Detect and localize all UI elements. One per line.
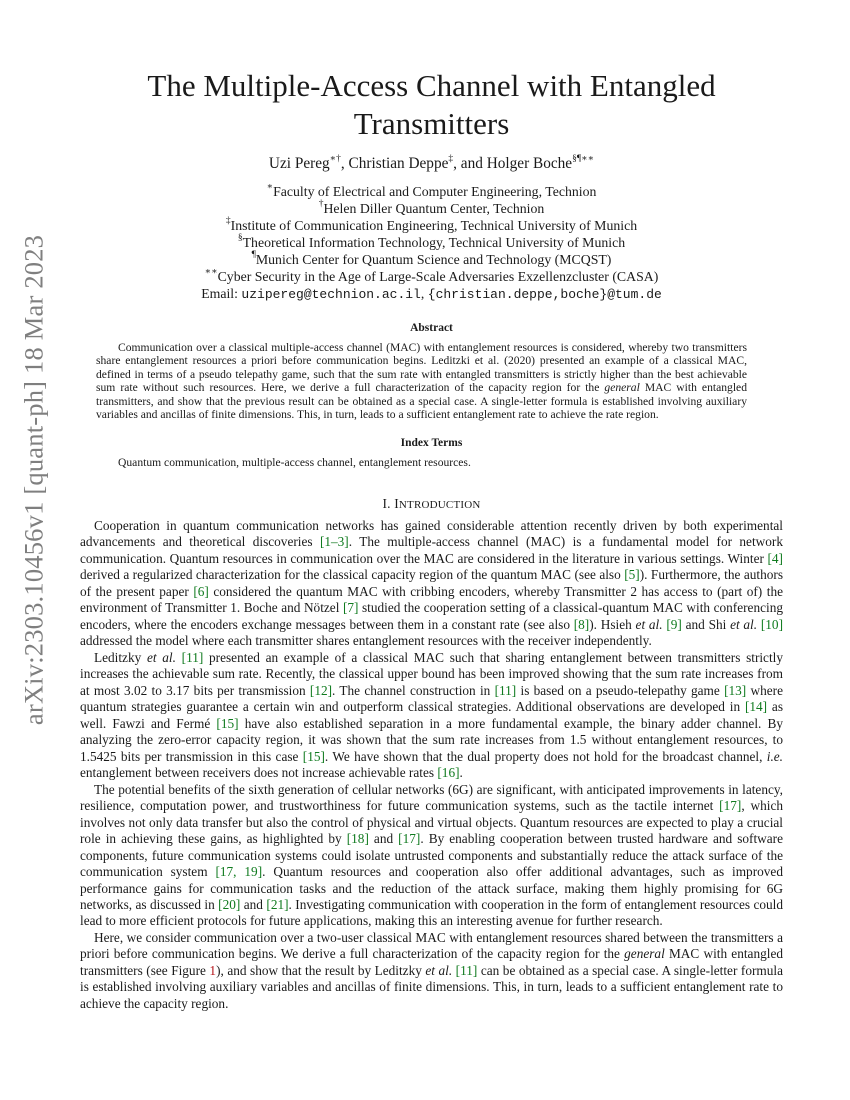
citation-link[interactable]: [10] <box>760 616 784 632</box>
affiliation-line: ‡Institute of Communication Engineering, Technical University of Munich <box>225 216 638 233</box>
index-terms-heading: Index Terms <box>400 437 463 450</box>
affiliation-line: ∗Faculty of Electrical and Computer Engineering, Technion <box>266 182 597 199</box>
citation-link[interactable]: [18] <box>346 831 369 847</box>
citation-link[interactable]: [11] <box>494 682 517 698</box>
citation-link[interactable]: [8] <box>573 616 590 632</box>
citation-link[interactable]: [13] <box>724 682 747 698</box>
author-deppe: Christian Deppe <box>348 155 449 172</box>
section-heading: I. INTRODUCTION <box>382 495 481 511</box>
author-list <box>80 154 783 174</box>
citation-link[interactable]: [20] <box>218 896 241 912</box>
citation-link[interactable]: [5] <box>624 567 640 583</box>
body-text <box>80 518 783 1013</box>
paragraph: The potential benefits of the sixth generation of cellular networks (6G) are significant, with anticipated improvements in latency, resilience, computation power, and trustworthiness for future communication systems, such as the tactile internet [17], which involves not only data transfer but also the control of physical and virtual objects. Quantum resources are expected to play a crucial role in achieving these gains, as highlighted by [18] and [17]. By enabling cooperation between trusted hardware and software components, future communication systems could isolate untrusted components and substantially reduce the attack surface of the communication system [17, 19]. Quantum resources and cooperation also offer additional advantages, such as improved performance gains for communication tasks and the reduction of the attack surface, making them highly promising for 6G networks, as discussed in [20] and [21]. Investigating communication with cooperation in the form of entanglement resources could lead to more efficient protocols for future applications, making this an interesting avenue for further research. <box>80 781 783 929</box>
author-separator: , <box>340 155 349 172</box>
citation-link[interactable]: [15] <box>302 748 325 764</box>
citation-link[interactable]: [4] <box>767 550 783 566</box>
author-separator: , and <box>453 155 487 172</box>
citation-link[interactable]: [6] <box>193 583 209 599</box>
citation-link[interactable]: [1–3] <box>319 534 349 550</box>
affiliation-line: ∗∗Cyber Security in the Age of Large-Scale Adversaries Exzellenzcluster (CASA) <box>204 267 659 284</box>
citation-link[interactable]: [17, 19] <box>215 864 263 880</box>
author-marks: ‡ <box>448 153 454 164</box>
email-line: Email: uzipereg@technion.ac.il, {christian.deppe,boche}@tum.de <box>201 286 662 302</box>
author-pereg: Uzi Pereg <box>268 155 330 172</box>
citation-link[interactable]: [17] <box>719 798 742 814</box>
paper-title: The Multiple-Access Channel with Entangled Transmitters <box>147 68 716 141</box>
paragraph: Cooperation in quantum communication networks has gained considerable attention recently driven by both experimental advancements and theoretical discoveries [1–3]. The multiple-access channel (MAC) is a fundamental model for network communication. Quantum resources in communication over the MAC are considered in the literature in various settings. Winter [4] derived a regularized characterization for the classical capacity region of the quantum MAC (see also [5]). Furthermore, the authors of the present paper [6] considered the quantum MAC with cribbing encoders, whereby Transmitter 2 has access to (part of) the environment of Transmitter 1. Boche and Nötzel [7] studied the cooperation setting of a classical-quantum MAC with conferencing encoders, where the encoders exchange messages between them in a constant rate (see also [8]). Hsieh et al. [9] and Shi et al. [10] addressed the model where each transmitter shares entanglement resources with the receiver independently. <box>80 517 784 649</box>
citation-link[interactable]: [11] <box>455 962 478 978</box>
figure-link[interactable]: 1 <box>209 962 217 978</box>
citation-link[interactable]: [11] <box>181 649 204 665</box>
citation-link[interactable]: [12] <box>309 682 333 698</box>
affiliation-line: §Theoretical Information Technology, Technical University of Munich <box>237 233 626 250</box>
citation-link[interactable]: [21] <box>266 896 289 912</box>
author-marks: §¶∗∗ <box>572 153 595 164</box>
citation-link[interactable]: [14] <box>744 699 768 715</box>
author-marks: ∗† <box>329 153 341 164</box>
citation-link[interactable]: [9] <box>666 616 682 632</box>
citation-link[interactable]: [7] <box>342 600 359 616</box>
citation-link[interactable]: [15] <box>216 715 239 731</box>
abstract-heading: Abstract <box>410 322 453 334</box>
email-address[interactable]: uzipereg@technion.ac.il <box>241 287 421 302</box>
affiliation-list <box>80 183 783 303</box>
email-address[interactable]: {christian.deppe,boche}@tum.de <box>427 287 662 302</box>
arxiv-watermark: arXiv:2303.10456v1 [quant-ph] 18 Mar 2023 <box>18 234 49 726</box>
author-boche: Holger Boche <box>486 155 573 172</box>
citation-link[interactable]: [16] <box>437 765 460 781</box>
affiliation-line: ¶Munich Center for Quantum Science and Technology (MCQST) <box>251 250 612 267</box>
paragraph: Leditzky et al. [11] presented an example of a classical MAC such that sharing entanglement between transmitters strictly increases the achievable sum rate. Recently, the classical upper bound has been improved showing that the sum rate increases from at most 3.02 to 3.17 bits per transmission [12]. The channel construction in [11] is based on a pseudo-telepathy game [13] where quantum strategies guarantee a certain win and outperform classical strategies. Additional observations are developed in [14] as well. Fawzi and Fermé [15] have also established separation in a more fundamental example, the binary adder channel. By analyzing the zero-error capacity region, it was shown that the sum rate increases from 1.5 without entanglement resources, to 1.5425 bits per transmission in this case [15]. We have shown that the dual property does not hold for the broadcast channel, i.e. entanglement between receivers does not increase achievable rates [16]. <box>80 649 784 781</box>
affiliation-line: †Helen Diller Quantum Center, Technion <box>318 199 545 216</box>
paragraph: Here, we consider communication over a two-user classical MAC with entanglement resources shared between the transmitters a priori before communication begins. We derive a full characterization of the capacity region for the general MAC with entangled transmitters (see Figure 1), and show that the result by Leditzky et al. [11] can be obtained as a special case. A single-letter formula is established involving auxiliary variables and ancillas of finite dimensions. This, in turn, leads to a sufficient entanglement rate to achieve the capacity region. <box>80 929 783 1011</box>
index-terms-text: Quantum communication, multiple-access channel, entanglement resources. <box>118 456 471 470</box>
abstract-text: Communication over a classical multiple-access channel (MAC) with entanglement resources is considered, whereby two transmitters share entanglement resources a priori before communication begins. Leditzki et al. (2020) presented an example of a classical MAC, defined in terms of a pseudo telepathy game, such that the sum rate with entangled transmitters is strictly higher than the best achievable sum rate without such resources. Here, we derive a full characterization of the capacity region for the general MAC with entangled transmitters, and show that the previous result can be obtained as a special case. A single-letter formula is established involving auxiliary variables and ancillas of finite dimensions. This, in turn, leads to a sufficient entanglement rate to achieve the rate region. <box>96 341 747 422</box>
paper-page <box>80 60 783 1012</box>
citation-link[interactable]: [17] <box>398 831 421 847</box>
